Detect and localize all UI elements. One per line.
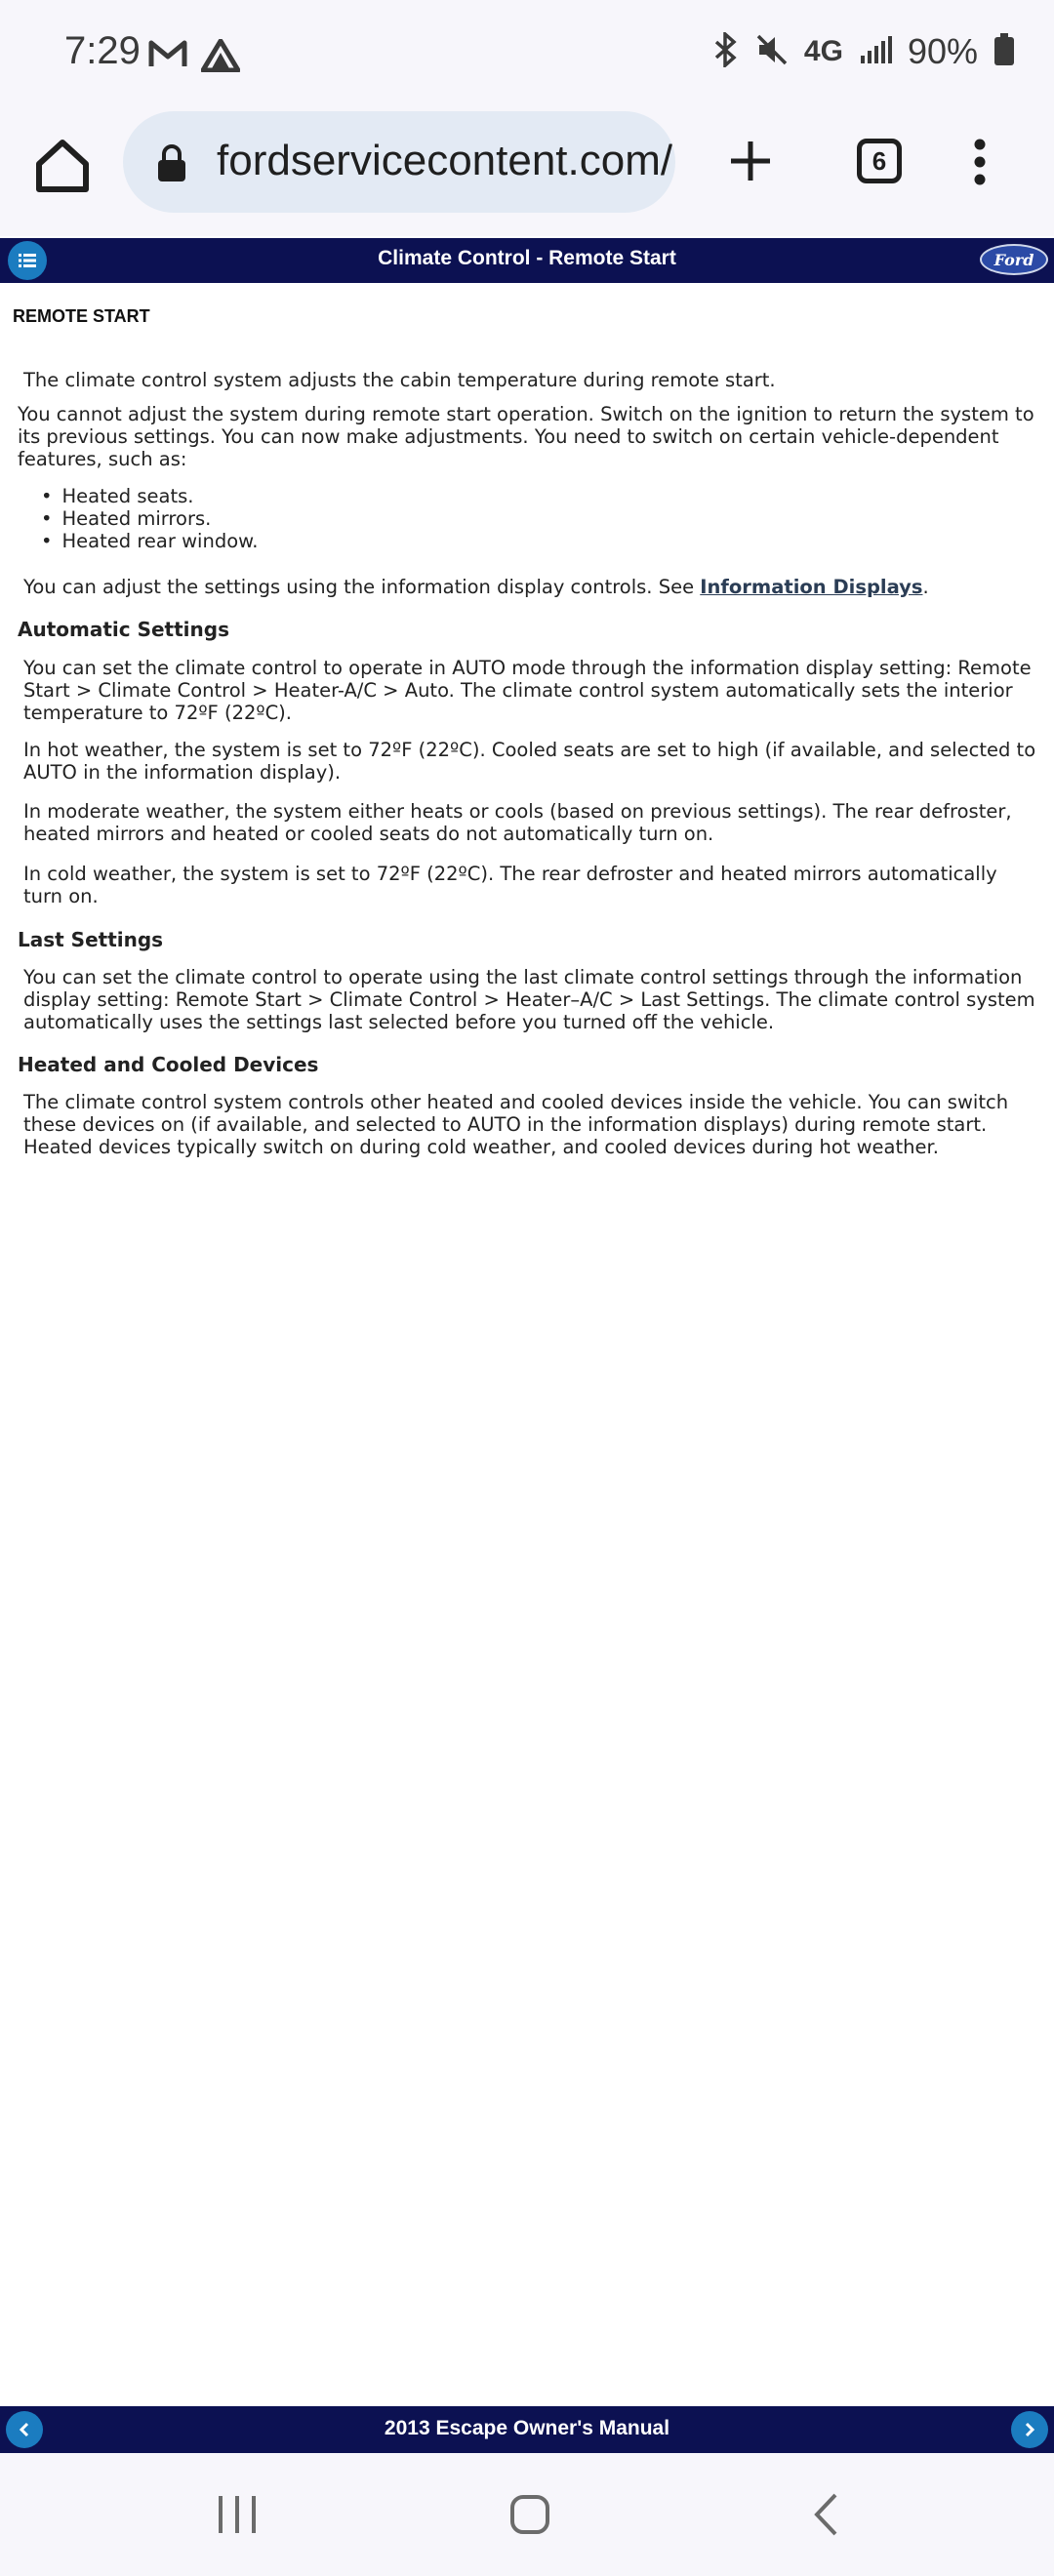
paragraph-last-settings: You can set the climate control to operate using the last climate control settings through the information display setting: Remote Start > Climate Control > Heater–A/C > Last Settings. The climate control system automatically uses the settings last selected before you turned off the vehicle. bbox=[23, 966, 1035, 1033]
list-item: • Heated seats. bbox=[41, 485, 259, 507]
more-vert-icon[interactable] bbox=[972, 139, 988, 189]
paragraph-cold-weather: In cold weather, the system is set to 72ºF (22ºC). The rear defroster and heated mirrors automatically turn on. bbox=[23, 863, 997, 907]
status-time: 7:29 bbox=[64, 29, 141, 72]
heading-automatic-settings: Automatic Settings bbox=[18, 618, 229, 641]
page-title: Climate Control - Remote Start bbox=[378, 247, 676, 269]
section-label: REMOTE START bbox=[13, 306, 150, 326]
heading-heated-cooled-devices: Heated and Cooled Devices bbox=[18, 1053, 319, 1076]
url-text: fordservicecontent.com/ bbox=[217, 137, 673, 184]
paragraph-moderate-weather: In moderate weather, the system either heats or cools (based on previous settings). The rear defroster, heated mirrors and heated or cooled seats do not automatically turn on. bbox=[23, 800, 1012, 845]
network-type: 4G bbox=[803, 35, 843, 67]
manual-title: 2013 Escape Owner's Manual bbox=[384, 2417, 670, 2439]
paragraph-auto-mode: You can set the climate control to operate in AUTO mode through the information display setting: Remote Start > Climate Control > Heater-A/C > Auto. The climate control system automatically sets the interior temperature to 72ºF (22ºC). bbox=[23, 657, 1032, 724]
browser-toolbar bbox=[0, 107, 1054, 236]
status-bar bbox=[0, 0, 1054, 107]
mute-icon bbox=[755, 33, 789, 71]
system-nav-bar bbox=[0, 2453, 1054, 2576]
battery-percent: 90% bbox=[907, 31, 978, 71]
signal-icon bbox=[859, 34, 892, 70]
drive-icon bbox=[201, 39, 240, 76]
paragraph-devices: The climate control system controls other heated and cooled devices inside the vehicle. You can switch these devices on (if available, and selected to AUTO in the information displays) during remote start. Heated devices typically switch on during cold weather, and cooled devices during hot weather. bbox=[23, 1091, 1009, 1158]
back-icon[interactable] bbox=[812, 2492, 839, 2541]
paragraph-restrictions: You cannot adjust the system during remote start operation. Switch on the ignition to return the system to its previous settings. You can now make adjustments. You need to switch on certain vehicle-dependent features, such as: bbox=[18, 403, 1034, 470]
list-item: • Heated mirrors. bbox=[41, 507, 259, 530]
ford-logo[interactable]: Ford bbox=[980, 244, 1048, 275]
page-header bbox=[0, 238, 1054, 283]
tabs-icon[interactable]: 6 bbox=[857, 139, 902, 183]
recents-icon[interactable] bbox=[217, 2494, 258, 2539]
bluetooth-icon bbox=[710, 32, 740, 72]
paragraph-intro: The climate control system adjusts the cabin temperature during remote start. bbox=[23, 369, 776, 391]
url-bar[interactable] bbox=[123, 111, 675, 213]
home-circle-icon[interactable] bbox=[509, 2494, 550, 2539]
manual-footer bbox=[0, 2406, 1054, 2453]
adjust-text: You can adjust the settings using the information display controls. See bbox=[23, 576, 701, 598]
home-icon[interactable] bbox=[31, 135, 94, 197]
next-page-button[interactable] bbox=[1011, 2411, 1048, 2448]
gmail-icon bbox=[148, 39, 187, 76]
information-displays-link[interactable]: Information Displays bbox=[700, 576, 923, 598]
feature-list bbox=[41, 485, 259, 552]
battery-icon bbox=[993, 33, 1015, 71]
plus-icon[interactable] bbox=[728, 139, 773, 187]
heading-last-settings: Last Settings bbox=[18, 928, 164, 951]
list-item: • Heated rear window. bbox=[41, 530, 259, 552]
lock-icon bbox=[156, 144, 187, 187]
adjust-suffix: . bbox=[922, 576, 929, 598]
paragraph-hot-weather: In hot weather, the system is set to 72ºF (22ºC). Cooled seats are set to high (if available, and selected to AUTO in the information display). bbox=[23, 739, 1036, 784]
paragraph-adjust bbox=[23, 576, 1038, 598]
